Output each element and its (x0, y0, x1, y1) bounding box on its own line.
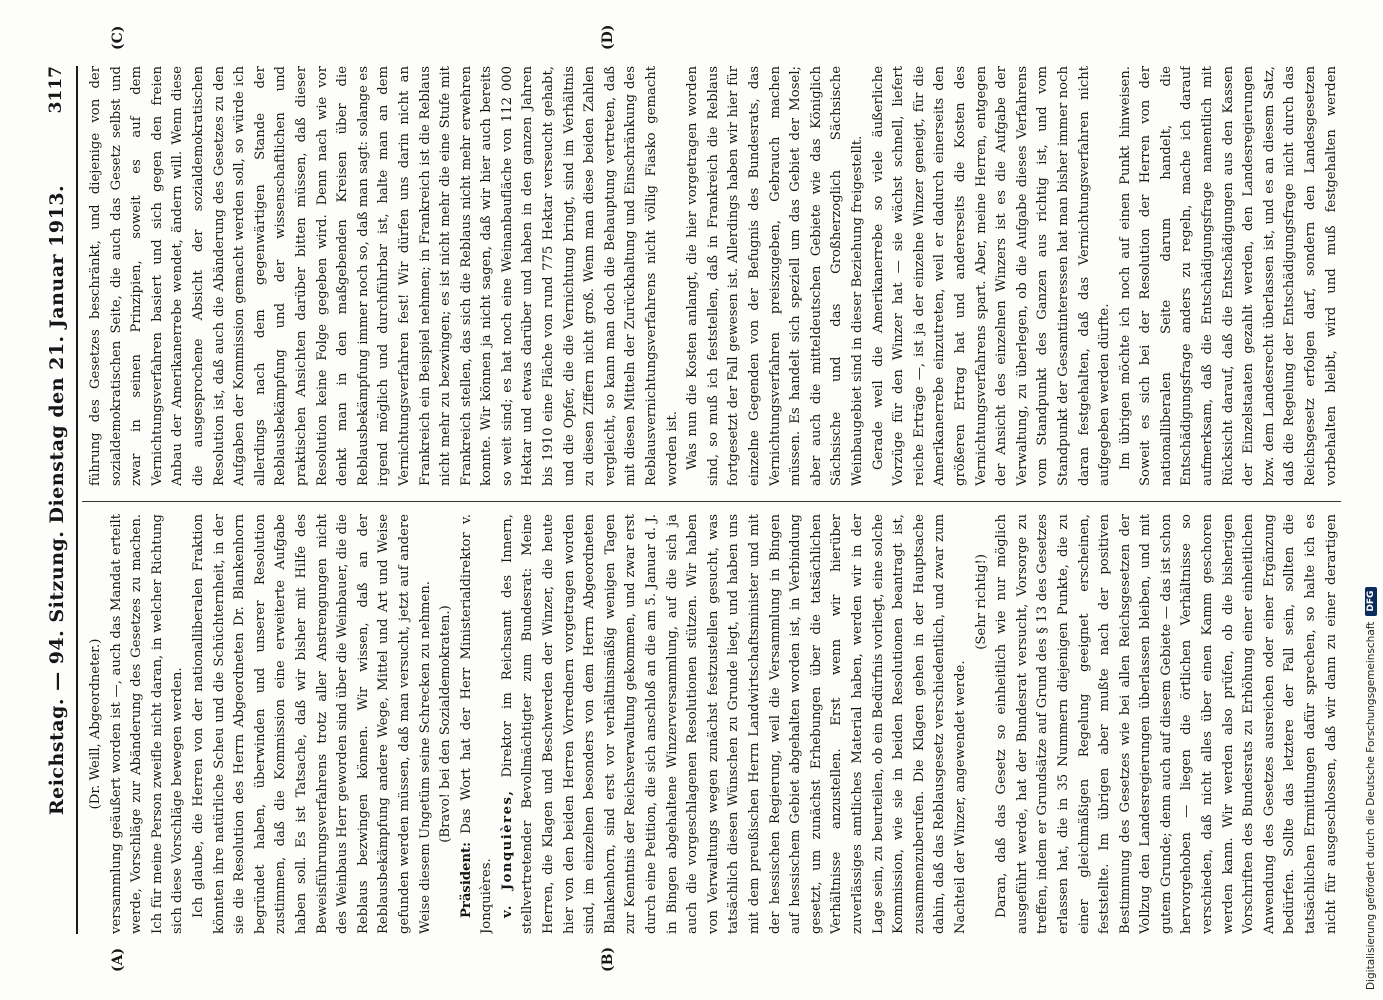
dfg-logo: DFG (1365, 587, 1377, 616)
paragraph: führung des Gesetzes beschränkt, und diejenige von der sozialdemokratischen Seite, die auch das Gesetz selbst und zwar in seinen Prinzipien, soweit es auf dem Vernichtungsverfahren basiert und sich gegen den freien Anbau der Amerikanerrebe wendet, ändern will. Wenn diese die ausgesprochene Absicht der sozialdemokratischen Resolution ist, daß auch die Abänderung des Gesetzes zu den Aufgaben der Kommission gemacht werden soll, so würde ich allerdings nach dem gegenwärtigen Stande der Reblausbekämpfung und der wissenschaftlichen und praktischen Ansichten darüber bitten müssen, daß dieser Resolution keine Folge gegeben wird. Denn nach wie vor denkt man in den maßgebenden Kreisen über die Reblausbekämpfung immer noch so, daß man sagt: solange es irgend möglich und durchführbar ist, halte man an dem Vernichtungsverfahren fest! Wir dürfen uns darin nicht an Frankreich ein Beispiel nehmen; in Frankreich ist die Reblaus nicht mehr zu bezwingen; es ist nicht mehr die eine Stufe mit Frankreich stellen, das sich die Reblaus nicht mehr erwehren konnte. Wir können ja nicht sagen, daß wir hier auch bereits so weit sind; es hat noch eine Weinanbaufläche von 112 000 Hektar und etwas darüber und haben in den ganzen Jahren bis 1910 eine Fläche von rund 775 Hektar verseucht gehabt, und die Opfer, die die Vernichtung bringt, sind im Verhältnis zu diesen Ziffern nicht groß. Wenn man diese beiden Zahlen vergleicht, so kann man doch die Behauptung vertreten, daß mit diesen Mitteln der Zurückhaltung und Einschränkung des Reblausvernichtungsverfahrens nicht völlig Fiasko gemacht worden ist. (88, 66, 680, 486)
paragraph: Ich glaube, die Herren von der nationalliberalen Fraktion könnten ihre natürliche Scheu und die Schüchternheit, in der sie die Resolution des Herrn Abgeordneten Dr. Blankenhorn begründet haben, überwinden und unserer Resolution zustimmen, daß die Kommission eine erweiterte Aufgabe haben soll. Es ist Tatsache, daß wir bisher mit Hilfe des Beweisführungsverfahrens trotz aller Anstrengungen nicht des Weinbaus Herr geworden sind über die Weinbauer, die die Reblaus bezwingen können. Wir wissen, daß an der Reblausbekämpfung andere Wege, Mittel und Art und Weise gefunden werden müssen, daß man versucht, jetzt auf andere Weise diesem Ungetüm seine Schrecken zu nehmen. (190, 514, 433, 934)
right-text-column (86, 66, 1343, 486)
running-speaker-label: (Dr. Weill, Abgeordneter.) (88, 638, 103, 810)
speaker-name: v. Jonquières, (499, 789, 515, 918)
margin-mark-a: (A) (110, 947, 126, 972)
paragraph: Im übrigen möchte ich noch auf einen Punkt hinweisen. Soweit es sich bei der Resolution der Herren von der nationalliberalen Seite darum handelt, die Entschädigungsfrage anders zu regeln, mache ich darauf aufmerksam, daß die Entschädigungsfrage namentlich mit Rücksicht darauf, daß die Entschädigungen aus den Kassen der Einzelstaaten gezahlt werden, den Landesregierungen bzw. dem Landesrecht überlassen ist, und es an diesem Satz, daß die Regelung der Entschädigungsfrage nicht durch das Reichsgesetz erfolgen darf, sondern den Landesgesetzen vorbehalten bleibt, wird und muß festgehalten werden (1117, 66, 1339, 486)
header-rule (76, 66, 78, 934)
stage-direction: (Bravo! bei den Sozialdemokraten.) (438, 605, 454, 843)
digitization-credit (1365, 587, 1377, 990)
paragraph-text: Direktor im Reichsamt des Innern, stellvertretender Bevollmächtigter zum Bundesrat: Meine Herren, die Klagen und Beschwerden der Winzer, die heute hier von den beiden Herren Vorrednern vorgetragen worden sind, im einzelnen besonders von dem Herrn Abgeordneten Blankenhorn, sind erst vor verhältnismäßig wenigen Tagen zur Kenntnis der Reichsverwaltung gekommen, und zwar erst durch eine Petition, die sich anschloß an die am 5. Januar d. J. in Bingen abgehaltene Winzerversammlung, auf die sich ja auch die vorgeschlagenen Resolutionen stützen. Wir haben von Verwaltungs wegen zunächst festzustellen gesucht, was tatsächlich diesen Wünschen zu Grunde liegt, und haben uns mit dem preußischen Herrn Landwirtschaftsminister und mit der hessischen Regierung, weil die Versammlung in Bingen auf hessischem Gebiet abgehalten worden ist, in Verbindung gesetzt, um zunächst Erhebungen über die tatsächlichen Verhältnisse anzustellen. Erst wenn wir hierüber zuverlässiges amtliches Material haben, werden wir in der Lage sein, zu beurteilen, ob ein Bedürfnis vorliegt, eine solche Kommission, wie sie in beiden Resolutionen beantragt ist, zusammenzuberufen. Die Klagen gehen in der Hauptsache dahin, daß das Reblausgesetz verschiedentlich, und zwar zum Nachteil der Winzer, angewendet werde. (499, 514, 968, 934)
column-separator (82, 501, 1341, 502)
page-title: Reichstag. — 94. Sitzung. Dienstag den 21. Januar 1913. (46, 184, 68, 816)
paragraph: Daran, daß das Gesetz so einheitlich wie nur möglich ausgeführt werde, hat der Bundesrat versucht, Vorsorge zu treffen, indem er Grundsätze auf Grund des § 13 des Gesetzes erlassen hat, die in 35 Nummern diejenigen Punkte, die zu einer gleichmäßigen Regelung geeignet erscheinen, feststellte. Im übrigen aber mußte nach der positiven Bestimmung des Gesetzes wie bei allen Reichsgesetzen der Vollzug den Landesregierungen überlassen bleiben, und mit gutem Grunde; denn auch auf diesem Gebiete — das ist schon hervorgehoben — liegen die örtlichen Verhältnisse so verschieden, daß nicht alles über einen Kamm geschoren werden kann. Wir werden also prüfen, ob die bisherigen Vorschriften des Bundesrats zu Erhöhung einer einheitlichen Anwendung des Gesetzes ausreichen oder einer Ergänzung bedürfen. Sollte das letztere der Fall sein, sollten die tatsächlichen Ermittlungen dafür sprechen, so halte ich es nicht für ausgeschlossen, daß wir dann zu einer derartigen (994, 514, 1339, 934)
paragraph: Was nun die Kosten anlangt, die hier vorgetragen worden sind, so muß ich feststellen, daß in Frankreich die Reblaus fortgesetzt der Fall gewesen ist. Allerdings haben wir hier für einzelne Gegenden von der Befugnis des Bundesrats, das Vernichtungsverfahren preiszugeben, Gebrauch machen müssen. Es handelt sich speziell um das Gebiet der Mosel; aber auch die mitteldeutschen Gebiete wie das Königlich Sächsische und das Großherzoglich Sächsische Weinbaugebiet sind in dieser Beziehung freigestellt. (685, 66, 865, 486)
stage-direction: (Sehr richtig!) (973, 554, 989, 650)
page-number: 3117 (46, 66, 66, 114)
paragraph-text: Das Wort hat der Herr Ministerialdirektor v. Jonquières. (458, 514, 495, 934)
credit-text: Digitalisierung gefördert durch die Deutsche Forschungsgemeinschaft (1365, 621, 1377, 990)
margin-mark-d: (D) (600, 24, 616, 50)
margin-mark-b: (B) (600, 946, 616, 972)
paragraph: versammlung geäußert worden ist —, auch das Mandat erteilt werde, Vorschläge zur Abänderung des Gesetzes zu machen. Ich für meine Person zweifle nicht daran, in welcher Richtung sich diese Vorschläge bewegen werden. (108, 514, 186, 934)
page-header (46, 66, 72, 934)
speaker-name: Präsident: (458, 841, 474, 918)
margin-mark-c: (C) (110, 25, 126, 50)
left-text-column (86, 514, 1343, 934)
paragraph: Gerade weil die Amerikanerrebe so viele äußerliche Vorzüge für den Winzer hat — sie wächst schnell, liefert reiche Erträge —, ist ja der einzelne Winzer geneigt, für die Amerikanerrebe einzutreten, weil er dadurch einerseits den größeren Ertrag hat und andererseits die Kosten des Vernichtungsverfahrens spart. Aber, meine Herren, entgegen der Ansicht des einzelnen Winzers ist es die Aufgabe der Verwaltung, zu überlegen, ob die Aufgabe dieses Verfahrens vom Standpunkt des Ganzen aus richtig ist, und vom Standpunkt der Gesamtinteressen hat man bisher immer noch daran festgehalten, daß das Vernichtungsverfahren nicht aufgegeben werden dürfte. (870, 66, 1113, 486)
